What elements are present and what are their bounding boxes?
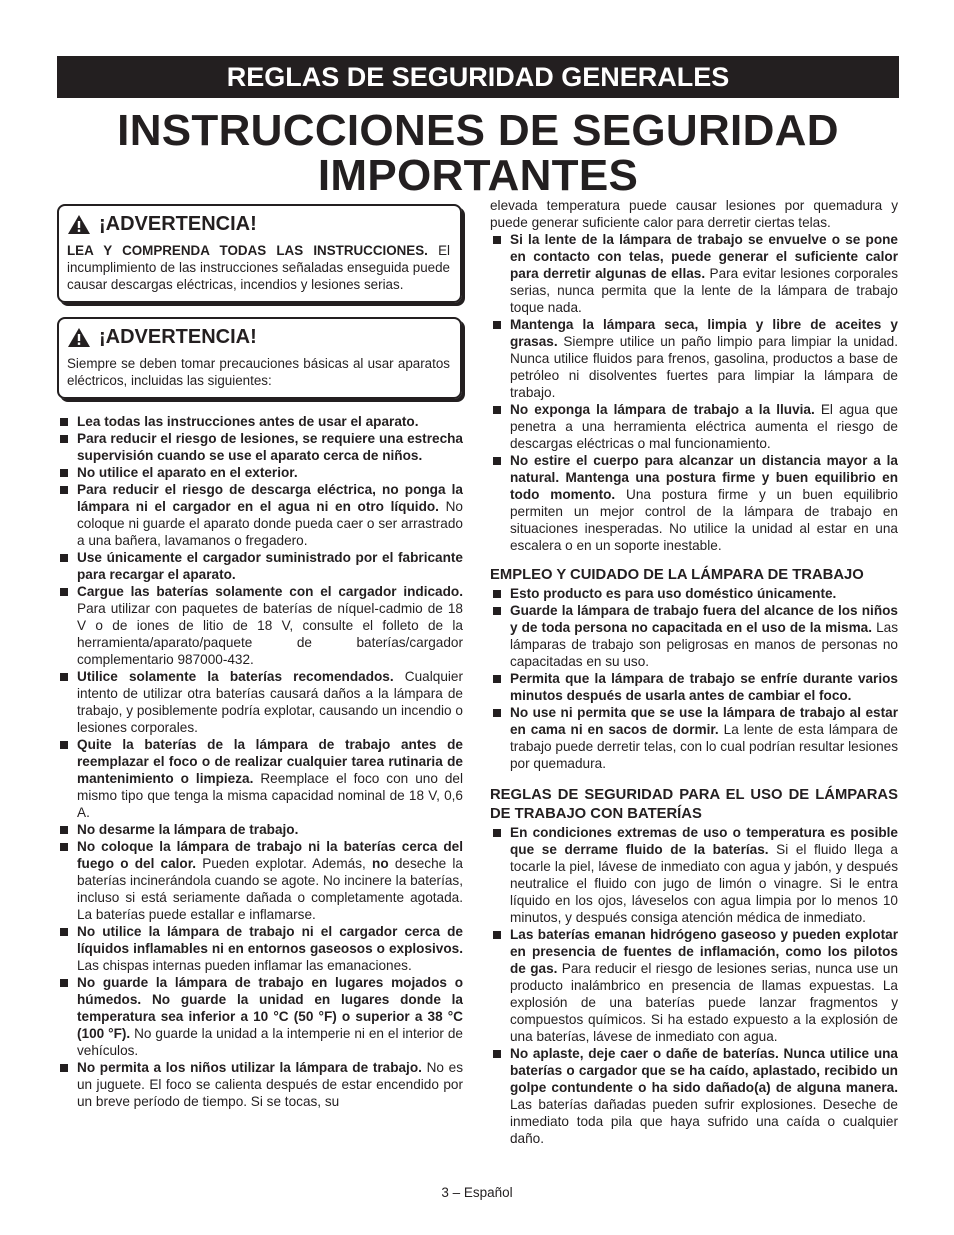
rule-text: Las lámparas de trabajo son peligrosas en manos de personas no capacitadas en su uso. <box>510 620 898 669</box>
warning-triangle-icon <box>67 214 91 235</box>
rule-item <box>57 464 463 481</box>
warning-heading <box>67 212 450 236</box>
warning-box-1 <box>57 204 462 303</box>
rule-bold-text: Lea todas las instrucciones antes de usar el aparato. <box>77 414 419 429</box>
section-banner: REGLAS DE SEGURIDAD GENERALES <box>57 56 899 98</box>
page-footer: 3 – Español <box>441 1185 513 1200</box>
rule-item <box>57 923 463 974</box>
warning-box-2 <box>57 317 462 399</box>
rule-bold-text: En condiciones extremas de uso o temperatura es posible que se derrame fluido de la baterías. <box>510 825 898 857</box>
left-column <box>57 204 463 1110</box>
rule-item <box>57 974 463 1059</box>
warning-heading-text: ¡ADVERTENCIA! <box>99 326 257 348</box>
rule-item <box>57 583 463 668</box>
rule-bold-text: Para reducir el riesgo de lesiones, se requiere una estrecha supervisión cuando se use el aparato cerca de niños. <box>77 431 463 463</box>
rule-item <box>490 316 898 401</box>
warning-triangle-icon <box>67 327 91 348</box>
rule-text: Para reducir el riesgo de lesiones serias, nunca use un producto inalámbrico en presencia de llamas expuestas. La explosión de una baterías puede lanzar fragmentos y compuestos químicos. Si ha estado expuesto a la explosión de una baterías, lávese de inmediato con agua. <box>510 961 899 1044</box>
warning-text: Siempre se deben tomar precauciones básicas al usar aparatos eléctricos, incluidas las siguientes: <box>67 356 450 388</box>
rule-bold-text: No desarme la lámpara de trabajo. <box>77 822 299 837</box>
rules-list <box>490 824 898 1147</box>
rule-bold-text: Si la lente de la lámpara de trabajo se envuelve o se pone en contacto con telas, puede generar el suficiente calor para derretir algunas de ellas. <box>510 232 898 281</box>
rule-text: Las chispas internas pueden inflamar las emanaciones. <box>77 958 412 973</box>
rule-item <box>57 413 463 430</box>
rule-bold-text: No utilice el aparato en el exterior. <box>77 465 298 480</box>
rule-bold-text: no <box>372 856 389 871</box>
rule-bold-text: Esto producto es para uso doméstico únicamente. <box>510 586 837 601</box>
warning-body <box>67 355 450 389</box>
rule-bold-text: No aplaste, deje caer o dañe de baterías. Nunca utilice una baterías o cargador que se ha caído, aplastado, recibido un golpe contundente o ha sido dañado(a) de alguna manera. <box>510 1046 898 1095</box>
rule-bold-text: Para reducir el riesgo de descarga eléctrica, no ponga la lámpara ni el cargador en el agua ni en otro líquido. <box>77 482 463 514</box>
rule-item <box>57 481 463 549</box>
rule-item <box>490 602 898 670</box>
rule-text: Las baterías dañadas pueden sufrir explosiones. Deseche de inmediato toda pila que haya sufrido una caída o cualquier daño. <box>510 1097 898 1146</box>
rule-bold-text: Mantenga la lámpara seca, limpia y libre de aceites y grasas. <box>510 317 898 349</box>
rule-bold-text: Las baterías emanan hidrógeno gaseoso y pueden explotar en presencia de fuentes de inflamación, como los pilotos de gas. <box>510 927 898 976</box>
page-title-line-1: INSTRUCCIONES DE SEGURIDAD <box>117 106 839 155</box>
rule-bold-text: No use ni permita que se use la lámpara de trabajo al estar en cama ni en sacos de dormir. <box>510 705 898 737</box>
rule-item <box>57 668 463 736</box>
warning-heading-text: ¡ADVERTENCIA! <box>99 213 257 235</box>
rule-item <box>490 824 898 926</box>
rule-text: No coloque ni guarde el aparato donde pueda caer o ser arrastrado a una bañera, lavamanos o fregadero. <box>77 499 463 548</box>
section-heading: EMPLEO Y CUIDADO DE LA LÁMPARA DE TRABAJO <box>490 567 864 583</box>
rule-item <box>57 736 463 821</box>
rule-bold-text: No permita a los niños utilizar la lámpara de trabajo. <box>77 1060 422 1075</box>
warning-bold-text: LEA Y COMPRENDA TODAS LAS INSTRUCCIONES. <box>67 243 428 258</box>
rule-text: El agua que penetra a una herramienta eléctrica aumenta el riesgo de descargas eléctricas o mal funcionamiento. <box>510 402 898 451</box>
rule-text: Para utilizar con paquetes de baterías de níquel-cadmio de 18 V o de iones de litio de 18 V, consulte el folleto de la herramienta/aparato/paquete de baterías/cargador complementario 987000-432. <box>77 601 463 667</box>
rule-text: deseche la baterías incinerándola cuando se agote. No incinere la baterías, incluso si está seriamente dañada o completamente agotada. La baterías puede estallar e inflamarse. <box>77 856 463 922</box>
rule-bold-text: No estire el cuerpo para alcanzar un distancia mayor a la natural. Mantenga una postura firme y buen equilibrio en todo momento. <box>510 453 898 502</box>
rule-item <box>490 452 898 554</box>
rule-text: Cualquier intento de utilizar otra baterías causará daños a la lámpara de trabajo, y posiblemente podría explotar, causando un incendio o lesiones corporales. <box>77 669 463 735</box>
rule-bold-text: Guarde la lámpara de trabajo fuera del alcance de los niños y de toda persona no capacitada en el uso de la misma. <box>510 603 898 635</box>
rule-item <box>490 585 898 602</box>
rule-text: Si el fluido llega a tocarle la piel, lávese de inmediato con agua y jabón, y después neutralice el fluido con jugo de limón o vinagre. Si le entra líquido en los ojos, láveselos con agua limpia por lo menos 10 minutos, y después consiga atención médica de inmediato. <box>510 842 898 925</box>
rule-item <box>57 549 463 583</box>
rules-list <box>490 231 898 554</box>
rules-list <box>57 413 463 1110</box>
rule-text: La lente de esta lámpara de trabajo puede derretir telas, con lo cual podrían resultar lesiones por quemadura. <box>510 722 898 771</box>
rule-text: Para evitar lesiones corporales serias, nunca permita que la lente de la lámpara de trabajo toque nada. <box>510 266 898 315</box>
warning-text: El incumplimiento de las instrucciones señaladas enseguida puede causar descargas eléctricas, incendios y lesiones serias. <box>67 243 450 292</box>
page-title-line-2: IMPORTANTES <box>317 151 639 200</box>
rule-item <box>490 1045 898 1147</box>
rule-bold-text: No utilice la lámpara de trabajo ni el cargador cerca de líquidos inflamables ni en entornos gaseosos o explosivos. <box>77 924 463 956</box>
page-title <box>57 108 899 198</box>
rule-item <box>490 926 898 1045</box>
rule-item <box>490 704 898 772</box>
rule-text: No guarde la unidad a la intemperie ni en el interior de vehículos. <box>77 1026 463 1058</box>
right-column <box>490 197 898 1147</box>
rule-text: No es un juguete. El foco se calienta después de estar encendido por un breve período de tiempo. Si se tocas, su <box>77 1060 463 1109</box>
rule-item <box>490 401 898 452</box>
rule-bold-text: Cargue las baterías solamente con el cargador indicado. <box>77 584 463 599</box>
warning-body <box>67 242 450 293</box>
rule-bold-text: No coloque la lámpara de trabajo ni la baterías cerca del fuego o del calor. <box>77 839 463 871</box>
section-heading: REGLAS DE SEGURIDAD PARA EL USO DE LÁMPARAS DE TRABAJO CON BATERÍAS <box>490 787 898 822</box>
rule-text: Pueden explotar. Además, <box>196 856 373 871</box>
rule-item <box>490 231 898 316</box>
rule-item <box>57 838 463 923</box>
rule-bold-text: No exponga la lámpara de trabajo a la lluvia. <box>510 402 815 417</box>
rules-list <box>490 585 898 772</box>
rule-bold-text: No guarde la lámpara de trabajo en lugares mojados o húmedos. No guarde la unidad en lugares donde la temperatura sea inferior a 10 °C (50 °F) o superior a 38 °C (100 °F). <box>77 975 463 1041</box>
rule-text: Una postura firme y un buen equilibrio permiten un mejor control de la lámpara de trabajo en situaciones inesperadas. No utilice la unidad al estar en una escalera o en un soporte inestable. <box>510 487 898 553</box>
rule-bold-text: Use únicamente el cargador suministrado por el fabricante para recargar el aparato. <box>77 550 463 582</box>
rule-text: Reemplace el foco con uno del mismo tipo que tenga la misma capacidad nominal de 18 V, 0,6 A. <box>77 771 463 820</box>
rule-bold-text: Permita que la lámpara de trabajo se enfríe durante varios minutos después de usarla antes de cambiar el foco. <box>510 671 898 703</box>
warning-heading <box>67 325 450 349</box>
rule-item <box>490 670 898 704</box>
continued-paragraph: elevada temperatura puede causar lesiones por quemadura y puede generar suficiente calor para derretir ciertas telas. <box>490 198 898 230</box>
rule-bold-text: Quite la baterías de la lámpara de trabajo antes de reemplazar el foco o de realizar cualquier tarea rutinaria de mantenimiento o limpieza. <box>77 737 463 786</box>
rule-bold-text: Utilice solamente la baterías recomendados. <box>77 669 394 684</box>
rule-item <box>57 430 463 464</box>
rule-item <box>57 821 463 838</box>
rule-text: Siempre utilice un paño limpio para limpiar la unidad. Nunca utilice fluidos para frenos, gasolina, productos a base de petróleo ni disolventes fuertes para limpiar la lámpara de trabajo. <box>510 334 898 400</box>
rule-item <box>57 1059 463 1110</box>
